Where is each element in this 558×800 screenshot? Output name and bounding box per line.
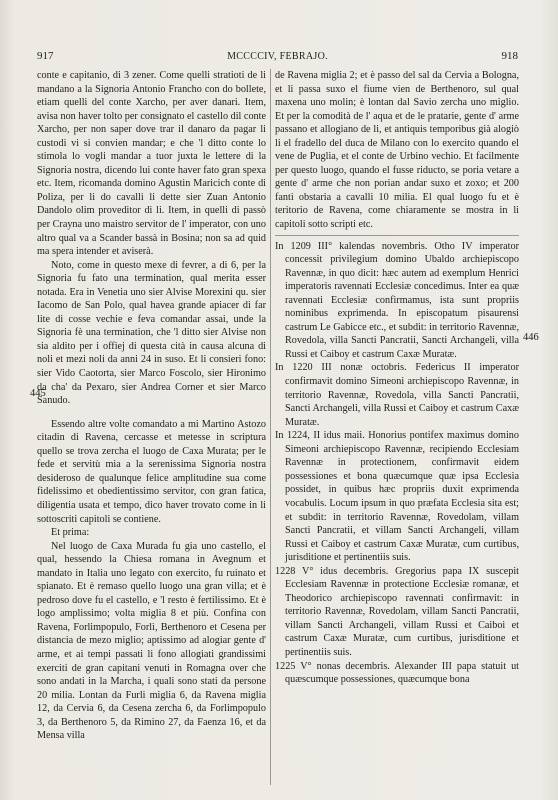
paragraph: Noto, come in questo mexe di fevrer, a di 6, per la Signoria fu fato una termination, qual merita esser notada. Era in Venetia uno sier Alvise Morexini qu. sier Iacomo de San Polo, qual havea grande apiacer di far lite di cosse vechie e feva comandar assai, unde la Signoria fè una termination, che 'l ditto sier Alvise non sia aldito per i offiej di questa cità in causa alcuna di noli et mezi noli da anni 24 in suso. Et li consieri fono: sier Vido Caotorta, sier Marco Foscolo, sier Hironimo da cha' da Pexaro, sier Andrea Corner et sier Marco Sanudo.	[37, 259, 266, 407]
margin-number-left: 445	[30, 388, 46, 399]
section-rule	[275, 235, 519, 236]
page-number-left: 917	[37, 50, 54, 62]
paragraph: Et prima:	[51, 527, 90, 539]
paragraph: Nel luogo de Caxa Murada fu gia uno castello, el qual, hessendo la Chiesa romana in Avegnum et mandato in Italia uno legato con exercito, fu ruinato et spianato. Et è remaso quello luogo una gran villa; et è pedroso dove fu el castello, e 'l resto è fertilissimo. Et è logo amplissimo; volta miglia 8 et più. Confina con Ravena, Forlimpopulo, Forlì, Berthenoro et Cesena per distancia de mezo miglio; aptissimo ad alogiar gente d' arme, et ai tempi passati li fono allogiati grandissimi exerciti de gran capitani venuti in Romagna over che sono andati in la Marcha, i quali sono stati da persone 20 milia. Lontan da Furli miglia 6, da Ravena miglia 12, da Cervia 6, da Cesena zercha 6, da Forlimpopulo 3, da Berthenoro 5, da Rimino 27, da Faenza 16, et da Mensa villa	[37, 540, 266, 742]
paragraph: de Ravena miglia 2; et è passo del sal da Cervia a Bologna, et li passa suxo el fiume vien de Berthenoro, sul qual maxena uno molin; è lontan dal Savio zercha uno miglio. Et per la comodità de l' aqua et de le pratarie, gente d' arme passano et allogiano de li, et antiquis temporibus già alogiò li el fradello del duca de Milano con lo exercito quando el vene de Puglia, et el conte de Urbino vechio. Et facilmente per questo luogo, quando el fusse riducto, se poria vetare a gente d' arme che non porian andar suxo et zoxo; et 200 fanti obstaria a cavalli 10 milia. El qual luogo fu et è teritorio de Ravena, come chiaramente se mostra in li capitoli sotto scripti etc.	[275, 70, 519, 231]
margin-number-right: 446	[523, 332, 539, 343]
charter-entry: In 1224, II idus maii. Honorius pontifex maximus domino Simeoni archiepiscopo Ravennæ, recipiendo Ecclesiam Ravennæ in protectionem, confirmavit eidem possessiones et bona quæcumque quæ ipsa Ecclesia possidet, in quibus hæc propriis duxit exprimenda vocabulis. Locum ipsum in quo præfata Ecclesia sita est; et subdit: in territorio Ravennæ, Rovedolam, villam Sancti Pancratii, et villam Sancti Archangeli, villam Russi et Caiboy et castrum Caxæ Muratæ, cum curtibus, jurisditione et pertinentiis suis.	[275, 430, 519, 564]
charter-entry: In 1220 III nonæ octobris. Federicus II imperator confirmavit domino Simeoni archiepiscopo Ravennæ, in territorio Ravennæ, Rovedola, villa Sancti Pancratii, Sancti Archangeli, villa Russi et Caiboy et castrum Caxæ Muratæ.	[275, 362, 519, 428]
charter-entry: 1228 V° idus decembris. Gregorius papa IX suscepit Ecclesiam Ravennæ in protectione Ecclesiæ romanæ, et Theodorico archiepiscopo ravennati confirmavit: in territorio Ravennæ, Rovedolam, villam Sancti Pancratii, villam Sancti Archangeli, villam Russi et Caiboi et castrum Caxæ Muratæ, cum curtibus, jurisditione et pertinentiis suis.	[275, 565, 519, 658]
charter-entry: 1225 V° nonas decembris. Alexander III papa statuit ut quæscumque possessiones, quæcumque bona	[275, 660, 519, 686]
page-number-right: 918	[501, 50, 518, 62]
paragraph: Essendo altre volte comandato a mi Martino Astozo citadin di Ravena, cercasse et metesse in scriptura quello se trova zercha el luogo de Caxa Murata; per le fede et servitù mia a la serenissima Signoria nostra desideroso de qualunque felice amplitudine sua come fidelissimo et obedientissimo servitor, con gran fatica, diligentia usata et tempo, dico haver trovato come in li sottoscriti capitoli se contiene.	[37, 418, 266, 525]
right-column	[275, 69, 519, 687]
running-head: MCCCCIV, FEBRAJO.	[227, 51, 328, 62]
column-divider	[270, 69, 271, 785]
left-column	[37, 69, 266, 743]
charter-entry: In 1209 III° kalendas novembris. Otho IV imperator concessit privilegium domino Ubaldo archiepiscopo Ravennæ, in quo dicit: hæc autem ad exemplum Henrici imperatoris ravennati Ecclesiæ concedimus. Inter ea quæ ravennati Ecclesiæ confirmamus, ista sunt propriis nominibus exprimenda. In episcopatum pisaurensi castrum Le Gabicce etc., et subdit: in territorio Ravennæ, Rovedola, villa Sancti Pancratii, Sancti Archangeli, villa Russi et Caiboy et castrum Caxæ Muratæ.	[275, 240, 519, 360]
paragraph: conte e capitanio, di 3 zener. Come quelli stratioti de li mandano a la Signoria Antonio Francho con do bollete, etiam quelli del conte Xarcho, per aver danari. Item, avisa non haver tolto per consignato el castello dil conte Xarcho, per non saper dove trar il danaro da pagar li custodi vi si convien mandar; e che 'l ditto conte lo stimola lo vogli mandar a tuor juxta le lettere di la Signoria nostra, dicendo lui conte haver fato gran spexa etc. Item, ricomanda domino Agustin Maricich conte di Poliza, per li do cavalli li dette sier Zuan Antonio Dandolo olim proveditor di li. Item, in quelli di passò per Crayna uno maistro servitor de l' imperator, con uno altro qual va a Scander bassà in Bosina; non sa ad quid ma spera intender et aviserà.	[37, 70, 266, 258]
page-header	[37, 50, 518, 66]
